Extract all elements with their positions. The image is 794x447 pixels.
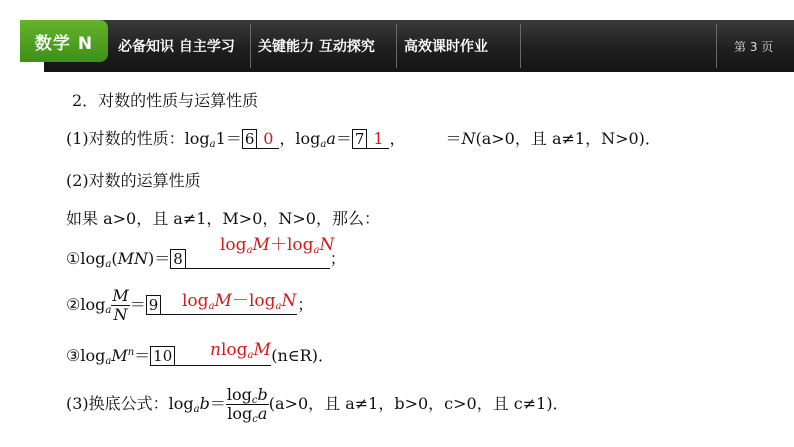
page-number: 第 3 页 xyxy=(734,39,774,54)
nav-divider xyxy=(716,24,717,68)
rule-marker: ① xyxy=(66,249,81,268)
property-line: (1)对数的性质：$\log_a1= 6$ 0 ，$\log_aa= 7$ 1 ， ＝N(a>0，且 a≠1，N>0)． xyxy=(66,129,661,150)
fraction-m-over-n: $\frac{M}{N}$ xyxy=(112,286,129,324)
blank-box-6: 6 xyxy=(242,129,258,149)
blank-box-8: 8 xyxy=(170,249,186,269)
answer-8: $\log_aM+\log_aN$ xyxy=(220,235,335,256)
nav-divider xyxy=(250,24,251,68)
section-heading: 2．对数的性质与运算性质 xyxy=(72,91,259,110)
identity-equal: ＝ xyxy=(445,129,462,148)
fraction-change-base: $\frac{\log_cb}{\log_ca}$ xyxy=(226,385,268,425)
condition-text: 如果 a>0，且 a≠1，M>0，N>0，那么： xyxy=(66,209,380,228)
operation-label: (2)对数的运算性质 xyxy=(66,171,201,190)
identity-condition: (a>0，且 a≠1，N>0)． xyxy=(475,129,661,148)
nav-divider xyxy=(520,24,521,68)
blank-box-10: 10 xyxy=(150,346,175,366)
change-of-base: (3)换底公式：$\log_ab=$ $\frac{\log_cb}{\log_ca}$ (a>0，且 a≠1，b>0，c>0，且 c≠1)． xyxy=(66,385,569,425)
rule-end: (n∈R)． xyxy=(271,346,334,365)
property-label: (1)对数的性质： xyxy=(66,129,185,148)
rule-product: $①\log_a(MN)= 8$ ； xyxy=(66,249,346,270)
answer-10: nlog$_a$M xyxy=(210,340,271,361)
rule-marker: ② xyxy=(66,295,81,314)
nav-item-homework[interactable]: 高效课时作业 xyxy=(404,39,488,55)
answer-blank-7 xyxy=(367,129,389,149)
rule-marker: ③ xyxy=(66,346,81,365)
blank-box-9: 9 xyxy=(146,295,162,315)
rule-quotient: $②\log_a$ $\frac{M}{N}$ ＝ 9 ； xyxy=(66,286,314,324)
subject-tab[interactable]: 数学 N xyxy=(20,20,108,62)
answer-7: 1 xyxy=(373,129,384,148)
blank-box-7: 7 xyxy=(352,129,368,149)
answer-6: 0 xyxy=(263,129,274,148)
nav-item-ability[interactable]: 关键能力 互动探究 xyxy=(258,39,375,55)
nav-divider xyxy=(396,24,397,68)
change-base-label: (3)换底公式： xyxy=(66,394,169,413)
rule-power: $③\log_aM^n= 10$ (n∈R)． xyxy=(66,346,334,367)
answer-9: $\log_aM-\log_aN$ xyxy=(182,291,297,312)
identity-n: N xyxy=(461,129,476,148)
nav-item-knowledge[interactable]: 必备知识 自主学习 xyxy=(118,39,235,55)
rule-end: ； xyxy=(297,295,314,314)
change-base-condition: (a>0，且 a≠1，b>0，c>0，且 c≠1)． xyxy=(268,394,569,413)
answer-blank-6 xyxy=(257,129,279,149)
rule-end: ； xyxy=(329,249,346,268)
